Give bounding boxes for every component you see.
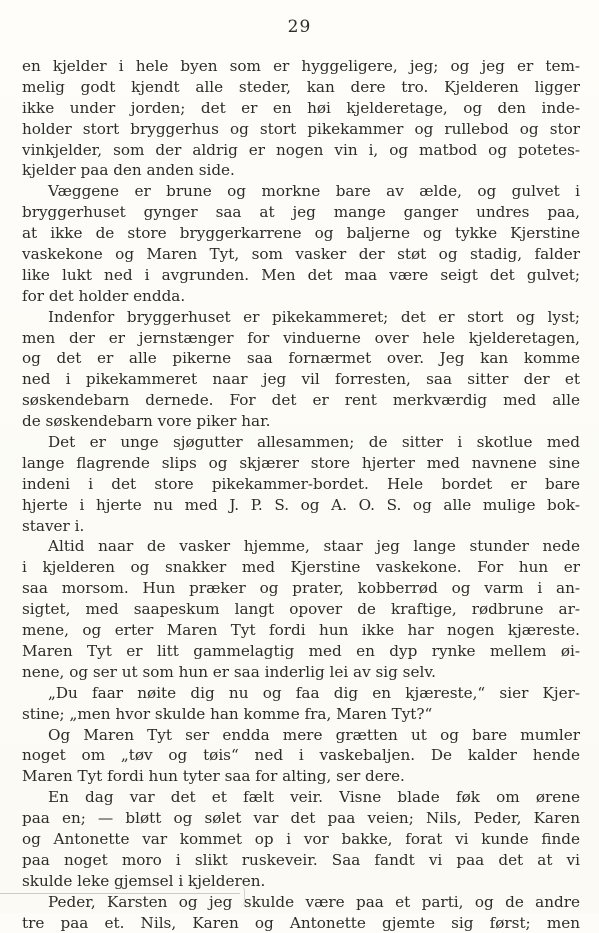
text-line: nene, og ser ut som hun er saa inderlig lei av sig selv. (22, 662, 436, 681)
text-line: melig godt kjendt alle steder, kan dere tro. Kjelderen ligger (22, 77, 580, 96)
text-line: kjelder paa den anden side. (22, 161, 235, 180)
text-line: sigtet, med saapeskum langt opover de kraftige, rødbrune ar- (22, 600, 580, 619)
text-line: vinkjelder, som der aldrig er nogen vin i, og matbod og potetes- (22, 140, 580, 159)
text-line: indeni i det store pikekammer-bordet. Hele bordet er bare (22, 474, 580, 493)
text-line: for det holder endda. (22, 286, 186, 305)
text-line: søskendebarn dernede. For det er rent merkværdig med alle (22, 391, 580, 410)
text-line: mene, og erter Maren Tyt fordi hun ikke har nogen kjæreste. (22, 621, 580, 640)
text-line: og Antonette var kommet op i vor bakke, forat vi kunde finde (22, 829, 580, 848)
page-bottom-rule (0, 893, 240, 894)
text-line: Væggene er brune og morkne bare av ælde, og gulvet i (48, 182, 580, 201)
text-line: like lukt ned i avgrunden. Men det maa være seigt det gulvet; (22, 265, 580, 284)
text-line: Og Maren Tyt ser endda mere grætten ut og bare mumler (48, 725, 580, 744)
text-line: Maren Tyt fordi hun tyter saa for alting, ser dere. (22, 767, 405, 786)
text-line: En dag var det et fælt veir. Visne blade føk om ørene (48, 788, 580, 807)
text-line: paa en; — bløtt og sølet var det paa veien; Nils, Peder, Karen (22, 809, 580, 828)
text-line: Peder, Karsten og jeg skulde være paa et parti, og de andre (48, 892, 580, 911)
text-line: Indenfor bryggerhuset er pikekammeret; det er stort og lyst; (48, 307, 580, 326)
text-line: lange flagrende slips og skjærer store hjerter med navnene sine (22, 453, 580, 472)
text-line: staver i. (22, 516, 85, 535)
text-line: saa morsom. Hun præker og prater, kobberrød og varm i an- (22, 579, 580, 598)
text-line: Maren Tyt er litt gammelagtig med en dyp rynke mellem øi- (22, 641, 580, 660)
text-line: de søskendebarn vore piker har. (22, 412, 271, 431)
text-line: ikke under jorden; det er en høi kjelderetage, og den inde- (22, 98, 580, 117)
text-line: at ikke de store bryggerkarrene og baljerne og tykke Kjerstine (22, 224, 580, 243)
text-line: men der er jernstænger for vinduerne over hele kjelderetagen, (22, 328, 580, 347)
text-line: „Du faar nøite dig nu og faa dig en kjæreste,“ sier Kjer- (48, 683, 580, 702)
text-line: i kjelderen og snakker med Kjerstine vaskekone. For hun er (22, 558, 580, 577)
text-line: ned i pikekammeret naar jeg vil forresten, saa sitter der et (22, 370, 580, 389)
text-line: hjerte i hjerte nu med J. P. S. og A. O. S. og alle mulige bok- (22, 495, 580, 514)
text-line: Altid naar de vasker hjemme, staar jeg lange stunder nede (48, 537, 580, 556)
text-line: tre paa et. Nils, Karen og Antonette gjemte sig først; men (22, 913, 580, 932)
text-line: skulde leke gjemsel i kjelderen. (22, 871, 266, 890)
text-line: paa noget moro i slikt ruskeveir. Saa fandt vi paa det at vi (22, 850, 580, 869)
text-line: og det er alle pikerne saa fornærmet over. Jeg kan komme (22, 349, 580, 368)
text-line: bryggerhuset gynger saa at jeg mange ganger undres paa, (22, 203, 580, 222)
text-line: vaskekone og Maren Tyt, som vasker der støt og stadig, falder (22, 245, 580, 264)
text-line: stine; „men hvor skulde han komme fra, Maren Tyt?“ (22, 704, 433, 723)
page-number: 29 (287, 17, 312, 37)
text-line: holder stort bryggerhus og stort pikekammer og rullebod og stor (22, 119, 580, 138)
body-text (22, 56, 580, 933)
text-line: en kjelder i hele byen som er hyggeligere, jeg; og jeg er tem- (22, 57, 580, 75)
page-bottom-notch (236, 885, 245, 907)
text-line: Det er unge sjøgutter allesammen; de sitter i skotlue med (48, 433, 580, 452)
text-line: noget om „tøv og tøis“ ned i vaskebaljen. De kalder hende (22, 746, 580, 765)
